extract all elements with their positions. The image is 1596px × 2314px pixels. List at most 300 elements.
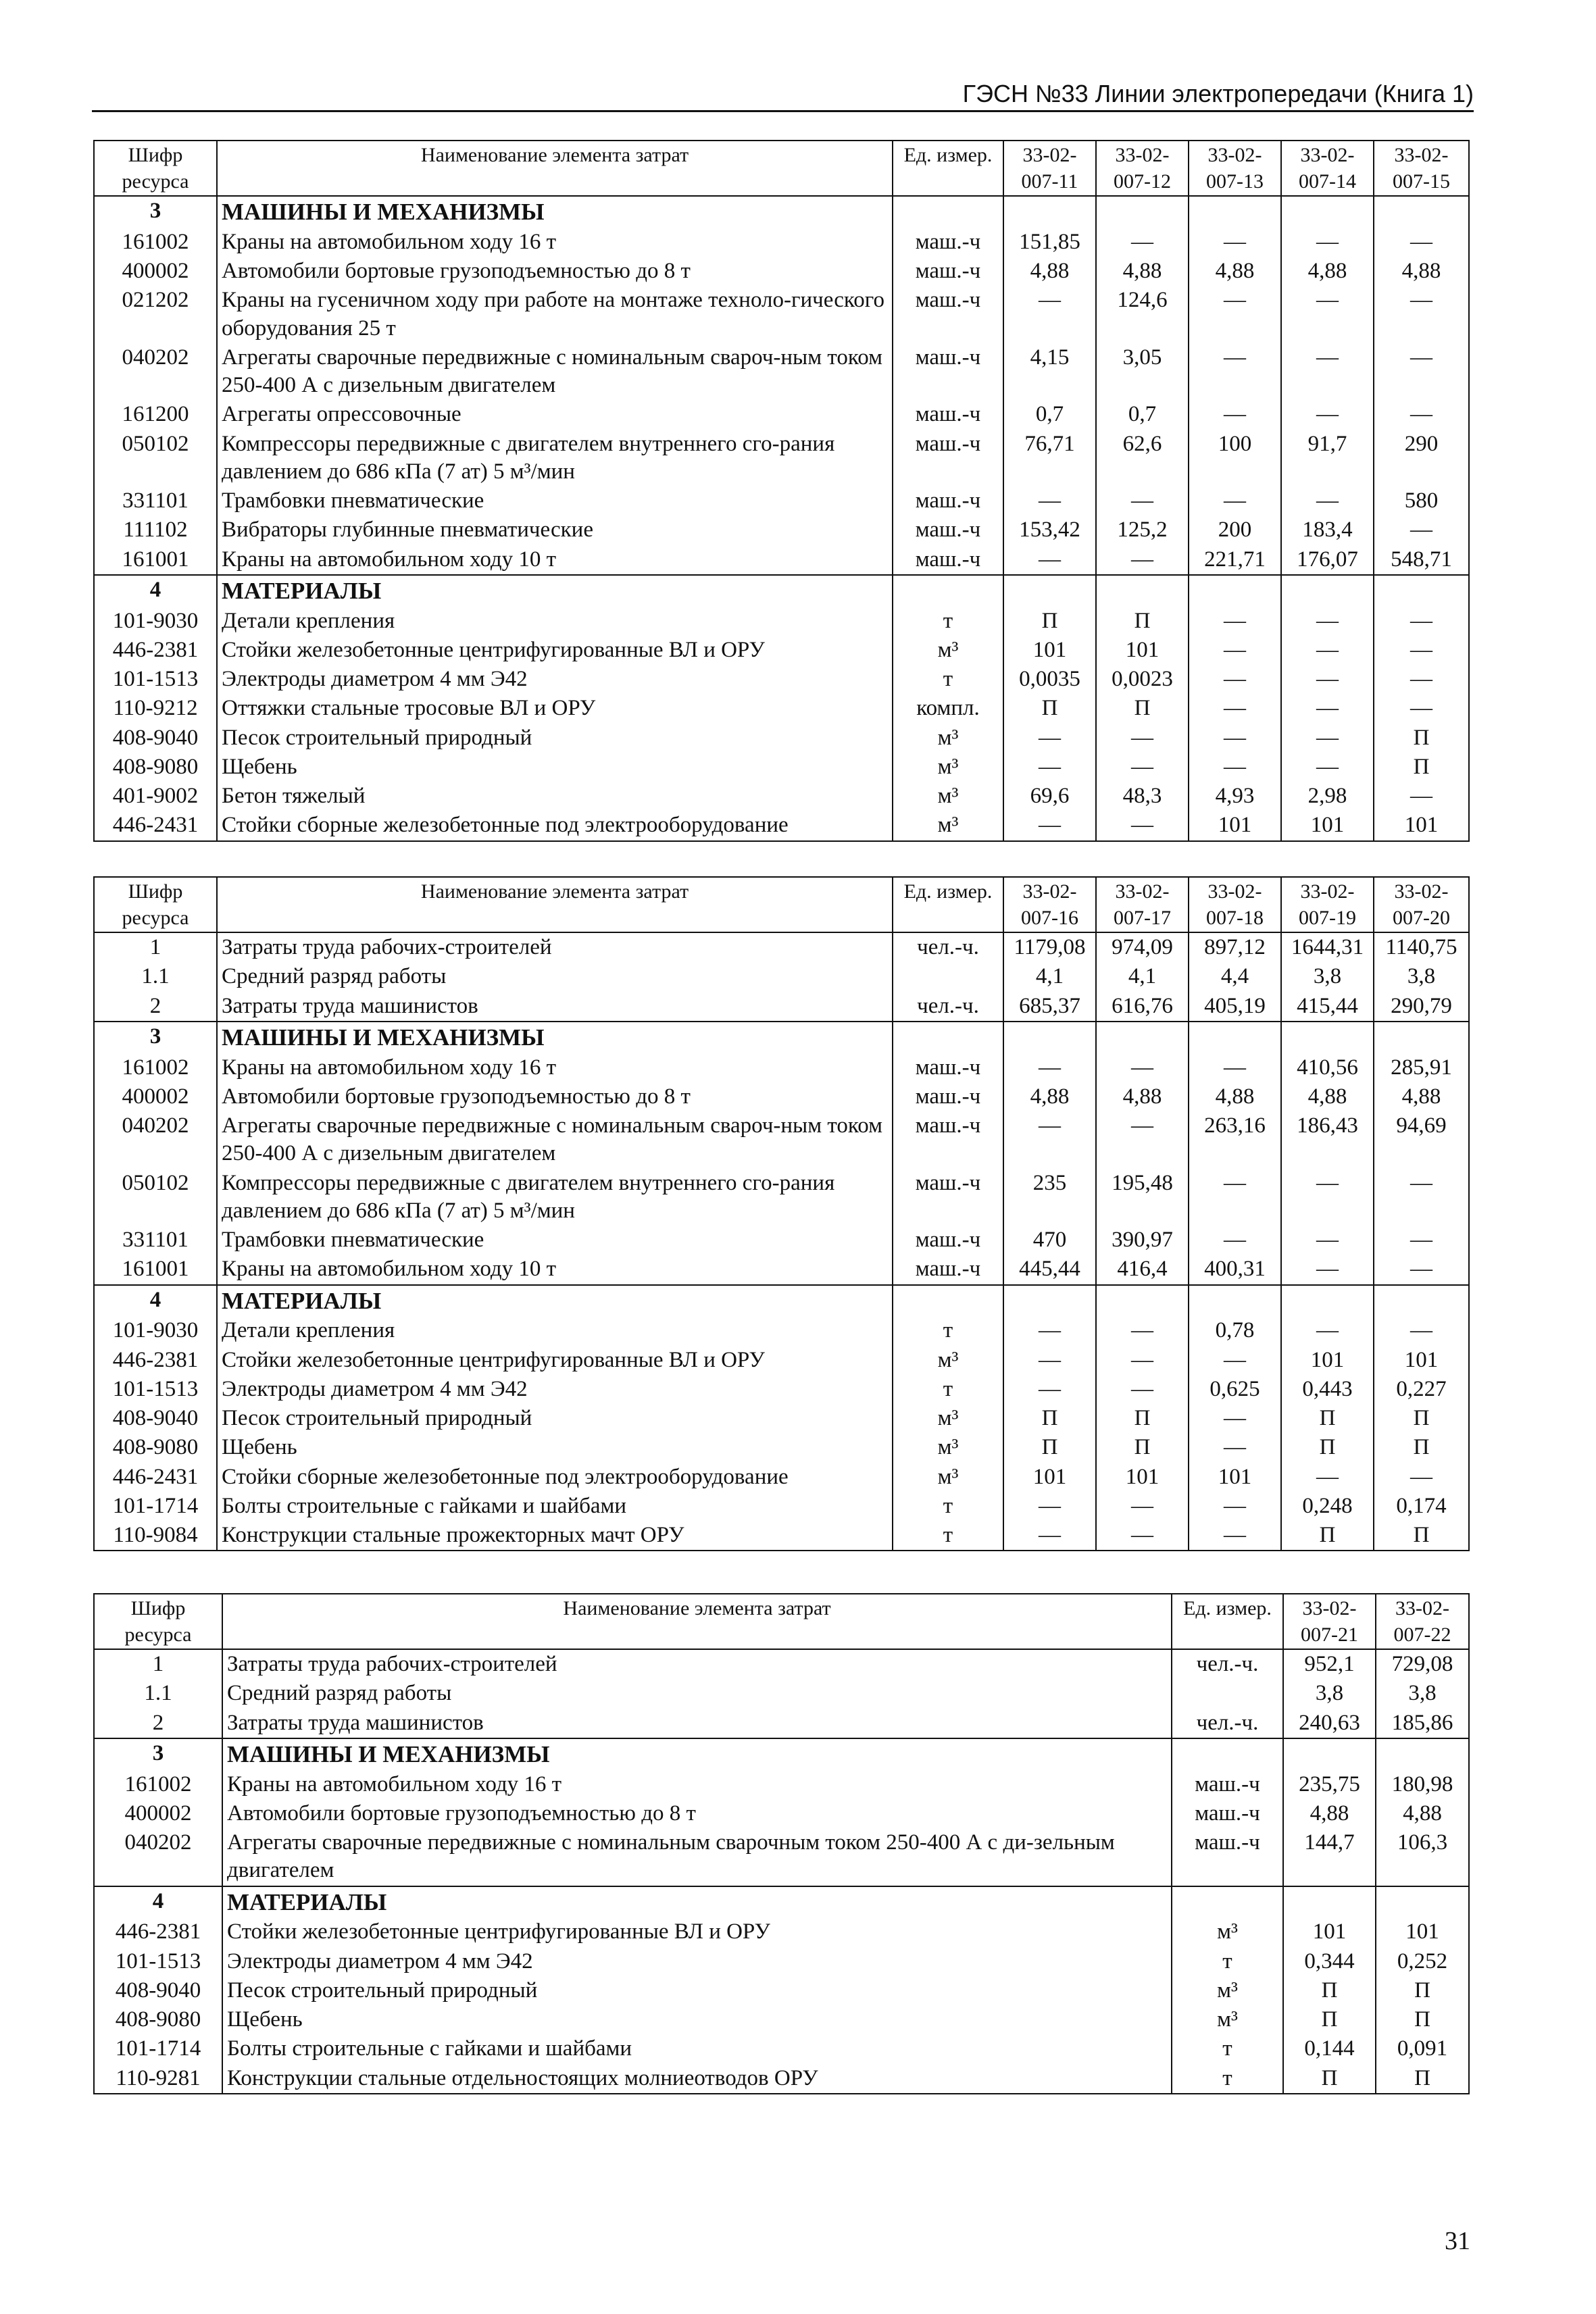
- section-number: 3: [94, 196, 217, 228]
- cost-element-name: Компрессоры передвижные с двигателем внутреннего сго-рания давлением до 686 кПа (7 ат) 5 м³/мин: [217, 1169, 893, 1226]
- value-cell: 4,1: [1003, 962, 1096, 991]
- cost-element-name: Детали крепления: [217, 607, 893, 636]
- unit-cell: маш.-ч: [1172, 1799, 1283, 1828]
- column-header-unit: Ед. измер.: [893, 877, 1003, 932]
- resource-code: 110-9084: [94, 1521, 217, 1551]
- cost-element-name: Песок строительный природный: [222, 1976, 1172, 2005]
- table-row: [94, 665, 1469, 694]
- value-cell: —: [1281, 1316, 1374, 1345]
- cost-table-1: [93, 140, 1470, 842]
- resource-code: 021202: [94, 286, 217, 343]
- value-cell: —: [1374, 636, 1469, 665]
- section-row: [94, 1022, 1469, 1053]
- cost-element-name: Агрегаты опрессовочные: [217, 400, 893, 429]
- value-cell: 101: [1374, 1346, 1469, 1375]
- unit-cell: маш.-ч: [893, 486, 1003, 515]
- value-cell: —: [1189, 1346, 1281, 1375]
- column-header-norm: [1281, 877, 1374, 932]
- value-cell: 415,44: [1281, 992, 1374, 1022]
- cost-element-name: Стойки железобетонные центрифугированные ВЛ и ОРУ: [217, 1346, 893, 1375]
- column-header-norm-line: 33-02-: [1394, 880, 1449, 903]
- column-header-code-line: Шифр: [130, 1597, 186, 1619]
- unit-cell: маш.-ч: [893, 1226, 1003, 1255]
- value-cell: [1283, 1886, 1376, 1918]
- cost-element-name: Автомобили бортовые грузоподъемностью до 8 т: [222, 1799, 1172, 1828]
- value-cell: [1374, 1022, 1469, 1053]
- value-cell: —: [1374, 343, 1469, 401]
- value-cell: 290,79: [1374, 992, 1469, 1022]
- unit-cell: компл.: [893, 694, 1003, 723]
- cost-element-name: Агрегаты сварочные передвижные с номинальным свароч-ным током 250-400 А с дизельным двигателем: [217, 343, 893, 401]
- unit-cell: маш.-ч: [893, 430, 1003, 487]
- cost-element-name: Автомобили бортовые грузоподъемностью до 8 т: [217, 257, 893, 286]
- column-header-norm-line: 33-02-: [1207, 144, 1262, 166]
- value-cell: —: [1189, 1492, 1281, 1521]
- value-cell: —: [1281, 1255, 1374, 1284]
- value-cell: 48,3: [1096, 782, 1189, 811]
- table-row: [94, 2005, 1469, 2034]
- resource-code: 1: [94, 932, 217, 962]
- value-cell: 445,44: [1003, 1255, 1096, 1284]
- value-cell: П: [1281, 1433, 1374, 1462]
- unit-cell: т: [893, 1316, 1003, 1345]
- value-cell: 4,88: [1096, 257, 1189, 286]
- table-row: [94, 1375, 1469, 1404]
- table-row: [94, 1649, 1469, 1679]
- table-row: [94, 400, 1469, 429]
- column-header-norm: [1003, 877, 1096, 932]
- unit-cell: маш.-ч: [893, 400, 1003, 429]
- cost-element-name: Вибраторы глубинные пневматические: [217, 515, 893, 545]
- value-cell: —: [1189, 724, 1281, 753]
- column-header-norm-line: 007-15: [1393, 170, 1450, 193]
- value-cell: 176,07: [1281, 545, 1374, 575]
- value-cell: 185,86: [1376, 1709, 1469, 1738]
- value-cell: —: [1003, 1521, 1096, 1551]
- section-title: МАТЕРИАЛЫ: [217, 575, 893, 607]
- resource-code: 1: [94, 1649, 222, 1679]
- column-header-norm-line: 33-02-: [1115, 880, 1170, 903]
- value-cell: П: [1374, 1404, 1469, 1433]
- unit-cell: м³: [893, 724, 1003, 753]
- value-cell: 101: [1189, 1463, 1281, 1492]
- cost-element-name: Краны на автомобильном ходу 16 т: [217, 1053, 893, 1082]
- value-cell: —: [1096, 724, 1189, 753]
- value-cell: —: [1281, 486, 1374, 515]
- table-row: [94, 545, 1469, 575]
- value-cell: —: [1096, 1492, 1189, 1521]
- section-title: МАШИНЫ И МЕХАНИЗМЫ: [222, 1738, 1172, 1770]
- column-header-norm-line: 007-14: [1299, 170, 1356, 193]
- value-cell: [1189, 575, 1281, 607]
- resource-code: 401-9002: [94, 782, 217, 811]
- table-row: [94, 1226, 1469, 1255]
- cost-element-name: Стойки железобетонные центрифугированные ВЛ и ОРУ: [222, 1917, 1172, 1946]
- value-cell: 3,8: [1281, 962, 1374, 991]
- value-cell: [1376, 1886, 1469, 1918]
- value-cell: [1281, 196, 1374, 228]
- unit-cell: м³: [893, 636, 1003, 665]
- cost-element-name: Щебень: [222, 2005, 1172, 2034]
- unit-cell: [1172, 1886, 1283, 1918]
- value-cell: —: [1374, 400, 1469, 429]
- header-row: [94, 141, 1469, 196]
- value-cell: —: [1189, 1521, 1281, 1551]
- table-row: [94, 1053, 1469, 1082]
- column-header-norm: [1003, 141, 1096, 196]
- unit-cell: т: [1172, 1947, 1283, 1976]
- table-row: [94, 694, 1469, 723]
- value-cell: —: [1374, 1255, 1469, 1284]
- value-cell: 76,71: [1003, 430, 1096, 487]
- value-cell: 4,88: [1003, 1082, 1096, 1111]
- unit-cell: [893, 575, 1003, 607]
- column-header-norm: [1283, 1594, 1376, 1649]
- value-cell: 3,05: [1096, 343, 1189, 401]
- resource-code: 408-9040: [94, 724, 217, 753]
- value-cell: 186,43: [1281, 1111, 1374, 1169]
- value-cell: —: [1374, 1169, 1469, 1226]
- column-header-code-line: Шифр: [128, 880, 183, 903]
- table-row: [94, 1917, 1469, 1946]
- resource-code: 101-1513: [94, 665, 217, 694]
- value-cell: —: [1281, 636, 1374, 665]
- table-row: [94, 343, 1469, 401]
- resource-code: 400002: [94, 1082, 217, 1111]
- page-header: ГЭСН №33 Линии электропередачи (Книга 1): [962, 80, 1474, 107]
- column-header-norm-line: 007-17: [1114, 907, 1171, 929]
- value-cell: —: [1281, 286, 1374, 343]
- value-cell: 101: [1096, 1463, 1189, 1492]
- resource-code: 161001: [94, 545, 217, 575]
- unit-cell: маш.-ч: [893, 1082, 1003, 1111]
- value-cell: —: [1374, 1463, 1469, 1492]
- value-cell: 144,7: [1283, 1828, 1376, 1886]
- value-cell: 4,4: [1189, 962, 1281, 991]
- value-cell: —: [1189, 1404, 1281, 1433]
- table-row: [94, 1433, 1469, 1462]
- cost-element-name: Бетон тяжелый: [217, 782, 893, 811]
- unit-cell: м³: [893, 1346, 1003, 1375]
- column-header-norm-line: 007-20: [1393, 907, 1450, 929]
- value-cell: 470: [1003, 1226, 1096, 1255]
- value-cell: 101: [1003, 636, 1096, 665]
- value-cell: 0,443: [1281, 1375, 1374, 1404]
- value-cell: 0,7: [1096, 400, 1189, 429]
- unit-cell: м³: [1172, 1976, 1283, 2005]
- table-row: [94, 932, 1469, 962]
- value-cell: —: [1374, 607, 1469, 636]
- column-header-norm-line: 33-02-: [1115, 144, 1170, 166]
- value-cell: 235,75: [1283, 1770, 1376, 1799]
- table-row: [94, 811, 1469, 840]
- value-cell: —: [1281, 1169, 1374, 1226]
- unit-cell: маш.-ч: [893, 1255, 1003, 1284]
- table-row: [94, 607, 1469, 636]
- unit-cell: чел.-ч.: [1172, 1709, 1283, 1738]
- value-cell: 1140,75: [1374, 932, 1469, 962]
- value-cell: —: [1189, 400, 1281, 429]
- table-row: [94, 1976, 1469, 2005]
- resource-code: 161001: [94, 1255, 217, 1284]
- resource-code: 408-9040: [94, 1404, 217, 1433]
- value-cell: 240,63: [1283, 1709, 1376, 1738]
- value-cell: [1003, 196, 1096, 228]
- column-header-code: [94, 877, 217, 932]
- resource-code: 1.1: [94, 962, 217, 991]
- value-cell: —: [1374, 1226, 1469, 1255]
- column-header-unit: Ед. измер.: [893, 141, 1003, 196]
- table-row: [94, 1346, 1469, 1375]
- value-cell: 0,174: [1374, 1492, 1469, 1521]
- value-cell: 729,08: [1376, 1649, 1469, 1679]
- value-cell: 0,344: [1283, 1947, 1376, 1976]
- table-row: [94, 1169, 1469, 1226]
- unit-cell: [1172, 1679, 1283, 1708]
- value-cell: —: [1003, 1346, 1096, 1375]
- value-cell: —: [1003, 753, 1096, 782]
- cost-element-name: Песок строительный природный: [217, 1404, 893, 1433]
- value-cell: П: [1096, 1433, 1189, 1462]
- table-row: [94, 515, 1469, 545]
- resource-code: 161200: [94, 400, 217, 429]
- cost-element-name: Затраты труда рабочих-строителей: [217, 932, 893, 962]
- unit-cell: т: [893, 1521, 1003, 1551]
- cost-element-name: Оттяжки стальные тросовые ВЛ и ОРУ: [217, 694, 893, 723]
- section-number: 3: [94, 1738, 222, 1770]
- value-cell: 4,88: [1003, 257, 1096, 286]
- table-row: [94, 1709, 1469, 1738]
- resource-code: 408-9080: [94, 1433, 217, 1462]
- value-cell: —: [1003, 724, 1096, 753]
- value-cell: 4,88: [1281, 257, 1374, 286]
- value-cell: [1376, 1738, 1469, 1770]
- value-cell: —: [1281, 694, 1374, 723]
- value-cell: —: [1003, 286, 1096, 343]
- value-cell: —: [1003, 811, 1096, 840]
- value-cell: —: [1189, 1053, 1281, 1082]
- value-cell: 153,42: [1003, 515, 1096, 545]
- resource-code: 400002: [94, 1799, 222, 1828]
- cost-element-name: Трамбовки пневматические: [217, 1226, 893, 1255]
- value-cell: —: [1374, 1316, 1469, 1345]
- resource-code: 101-1714: [94, 2034, 222, 2063]
- table-row: [94, 1316, 1469, 1345]
- value-cell: —: [1096, 753, 1189, 782]
- value-cell: —: [1096, 486, 1189, 515]
- column-header-norm-line: 007-16: [1021, 907, 1078, 929]
- value-cell: 91,7: [1281, 430, 1374, 487]
- value-cell: [1374, 575, 1469, 607]
- column-header-norm: [1189, 877, 1281, 932]
- table-row: [94, 286, 1469, 343]
- value-cell: —: [1096, 1375, 1189, 1404]
- cost-element-name: Автомобили бортовые грузоподъемностью до 8 т: [217, 1082, 893, 1111]
- value-cell: —: [1281, 228, 1374, 257]
- value-cell: 405,19: [1189, 992, 1281, 1022]
- value-cell: —: [1281, 665, 1374, 694]
- column-header-code: [94, 1594, 222, 1649]
- value-cell: 125,2: [1096, 515, 1189, 545]
- resource-code: 446-2381: [94, 1917, 222, 1946]
- value-cell: 0,7: [1003, 400, 1096, 429]
- section-number: 3: [94, 1022, 217, 1053]
- value-cell: 952,1: [1283, 1649, 1376, 1679]
- section-row: [94, 1738, 1469, 1770]
- value-cell: 410,56: [1281, 1053, 1374, 1082]
- value-cell: [1281, 1285, 1374, 1317]
- column-header-norm-line: 33-02-: [1300, 144, 1355, 166]
- value-cell: —: [1189, 753, 1281, 782]
- value-cell: 4,93: [1189, 782, 1281, 811]
- cost-element-name: Затраты труда рабочих-строителей: [222, 1649, 1172, 1679]
- value-cell: [1003, 1022, 1096, 1053]
- value-cell: П: [1374, 1433, 1469, 1462]
- cost-table-3: [93, 1593, 1470, 2094]
- section-title: МАШИНЫ И МЕХАНИЗМЫ: [217, 1022, 893, 1053]
- unit-cell: чел.-ч.: [893, 992, 1003, 1022]
- value-cell: 897,12: [1189, 932, 1281, 962]
- table-row: [94, 430, 1469, 487]
- value-cell: П: [1003, 1404, 1096, 1433]
- column-header-norm-line: 007-19: [1299, 907, 1356, 929]
- cost-element-name: Краны на автомобильном ходу 10 т: [217, 545, 893, 575]
- value-cell: 3,8: [1374, 962, 1469, 991]
- value-cell: —: [1003, 1492, 1096, 1521]
- value-cell: 200: [1189, 515, 1281, 545]
- value-cell: П: [1281, 1404, 1374, 1433]
- value-cell: —: [1374, 286, 1469, 343]
- section-title: МАШИНЫ И МЕХАНИЗМЫ: [217, 196, 893, 228]
- resource-code: 040202: [94, 1111, 217, 1169]
- value-cell: —: [1281, 343, 1374, 401]
- table-row: [94, 1404, 1469, 1433]
- value-cell: П: [1374, 1521, 1469, 1551]
- section-row: [94, 575, 1469, 607]
- value-cell: [1003, 1285, 1096, 1317]
- value-cell: 580: [1374, 486, 1469, 515]
- value-cell: 183,4: [1281, 515, 1374, 545]
- cost-element-name: Щебень: [217, 753, 893, 782]
- value-cell: П: [1376, 1976, 1469, 2005]
- value-cell: —: [1189, 694, 1281, 723]
- value-cell: 195,48: [1096, 1169, 1189, 1226]
- cost-table-2: [93, 876, 1470, 1551]
- column-header-code-line: ресурса: [124, 1624, 192, 1646]
- value-cell: —: [1281, 753, 1374, 782]
- column-header-code: [94, 141, 217, 196]
- column-header-norm: [1189, 141, 1281, 196]
- value-cell: 1179,08: [1003, 932, 1096, 962]
- cost-element-name: Затраты труда машинистов: [217, 992, 893, 1022]
- section-title: МАТЕРИАЛЫ: [217, 1285, 893, 1317]
- value-cell: 4,88: [1096, 1082, 1189, 1111]
- unit-cell: [893, 962, 1003, 991]
- value-cell: —: [1189, 1226, 1281, 1255]
- value-cell: —: [1003, 1111, 1096, 1169]
- cost-element-name: Компрессоры передвижные с двигателем внутреннего сго-рания давлением до 686 кПа (7 ат) 5 м³/мин: [217, 430, 893, 487]
- resource-code: 050102: [94, 430, 217, 487]
- value-cell: [1189, 1285, 1281, 1317]
- value-cell: 4,88: [1376, 1799, 1469, 1828]
- column-header-norm-line: 33-02-: [1022, 880, 1077, 903]
- value-cell: 0,78: [1189, 1316, 1281, 1345]
- value-cell: —: [1003, 1316, 1096, 1345]
- cost-element-name: Агрегаты сварочные передвижные с номинальным свароч-ным током 250-400 А с дизельным двигателем: [217, 1111, 893, 1169]
- column-header-norm-line: 007-13: [1206, 170, 1264, 193]
- table-row: [94, 1521, 1469, 1551]
- value-cell: 0,0023: [1096, 665, 1189, 694]
- cost-element-name: Конструкции стальные прожекторных мачт ОРУ: [217, 1521, 893, 1551]
- cost-element-name: Электроды диаметром 4 мм Э42: [217, 1375, 893, 1404]
- value-cell: —: [1281, 724, 1374, 753]
- cost-element-name: Затраты труда машинистов: [222, 1709, 1172, 1738]
- section-number: 4: [94, 575, 217, 607]
- unit-cell: [893, 1022, 1003, 1053]
- resource-code: 1.1: [94, 1679, 222, 1708]
- unit-cell: маш.-ч: [1172, 1770, 1283, 1799]
- value-cell: 101: [1281, 811, 1374, 840]
- cost-element-name: Электроды диаметром 4 мм Э42: [217, 665, 893, 694]
- table-row: [94, 724, 1469, 753]
- value-cell: —: [1003, 1053, 1096, 1082]
- cost-element-name: Краны на автомобильном ходу 16 т: [217, 228, 893, 257]
- unit-cell: чел.-ч.: [1172, 1649, 1283, 1679]
- column-header-unit: Ед. измер.: [1172, 1594, 1283, 1649]
- resource-code: 050102: [94, 1169, 217, 1226]
- value-cell: 101: [1376, 1917, 1469, 1946]
- resource-code: 161002: [94, 1770, 222, 1799]
- resource-code: 040202: [94, 343, 217, 401]
- value-cell: —: [1374, 515, 1469, 545]
- unit-cell: м³: [893, 753, 1003, 782]
- value-cell: 0,252: [1376, 1947, 1469, 1976]
- unit-cell: т: [1172, 2034, 1283, 2063]
- value-cell: 4,15: [1003, 343, 1096, 401]
- resource-code: 101-1714: [94, 1492, 217, 1521]
- resource-code: 446-2431: [94, 811, 217, 840]
- unit-cell: м³: [893, 1463, 1003, 1492]
- table-row: [94, 1679, 1469, 1708]
- column-header-name: Наименование элемента затрат: [217, 877, 893, 932]
- page-number: 31: [1445, 2227, 1470, 2255]
- unit-cell: т: [893, 1375, 1003, 1404]
- unit-cell: маш.-ч: [893, 1111, 1003, 1169]
- value-cell: 616,76: [1096, 992, 1189, 1022]
- unit-cell: м³: [893, 1433, 1003, 1462]
- cost-element-name: Болты строительные с гайками и шайбами: [222, 2034, 1172, 2063]
- value-cell: —: [1096, 545, 1189, 575]
- cost-element-name: Конструкции стальные отдельностоящих молниеотводов ОРУ: [222, 2064, 1172, 2094]
- value-cell: —: [1374, 228, 1469, 257]
- value-cell: 974,09: [1096, 932, 1189, 962]
- value-cell: 4,88: [1374, 1082, 1469, 1111]
- value-cell: —: [1281, 607, 1374, 636]
- column-header-norm: [1096, 877, 1189, 932]
- column-header-code-line: Шифр: [128, 144, 183, 166]
- value-cell: 685,37: [1003, 992, 1096, 1022]
- table-row: [94, 1255, 1469, 1284]
- unit-cell: маш.-ч: [1172, 1828, 1283, 1886]
- value-cell: 151,85: [1003, 228, 1096, 257]
- value-cell: 101: [1281, 1346, 1374, 1375]
- value-cell: П: [1283, 2064, 1376, 2094]
- table-row: [94, 2034, 1469, 2063]
- cost-element-name: Песок строительный природный: [217, 724, 893, 753]
- value-cell: 4,88: [1281, 1082, 1374, 1111]
- column-header-name: Наименование элемента затрат: [217, 141, 893, 196]
- table-row: [94, 1799, 1469, 1828]
